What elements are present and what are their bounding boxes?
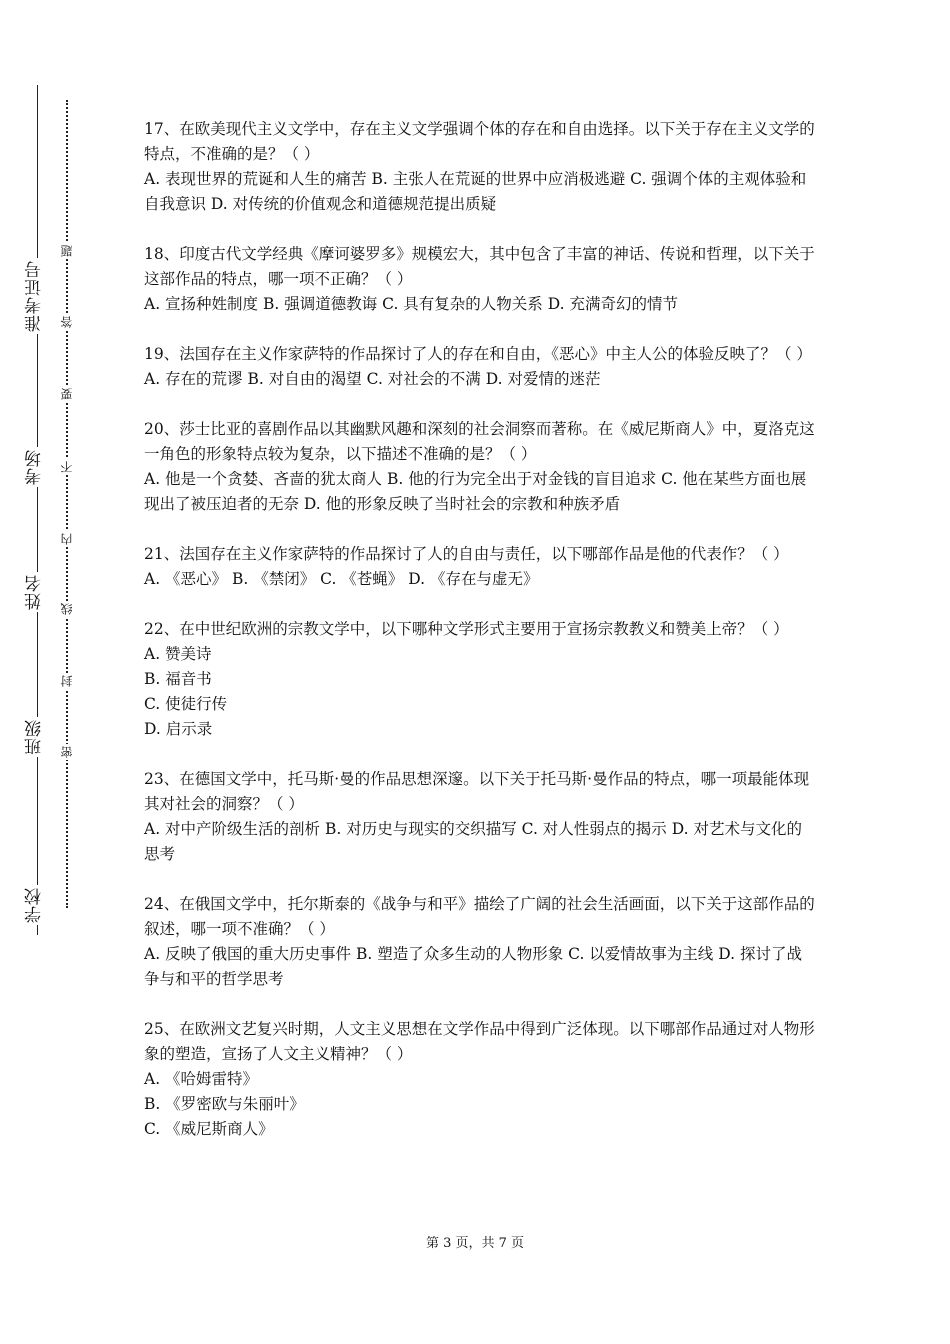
question-options: A. 表现世界的荒诞和人生的痛苦 B. 主张人在荒诞的世界中应消极逃避 C. 强调个体的主观体验和自我意识 D. 对传统的价值观念和道德规范提出质疑 [144,170,807,213]
question-24 [144,892,816,992]
seal-char: 封 [60,675,74,687]
binding-margin [0,0,110,1344]
question-stem: 22、在中世纪欧洲的宗教文学中，以下哪种文学形式主要用于宣扬宗教教义和赞美上帝？（ ） [144,620,789,638]
question-21 [144,542,816,592]
question-options: A. 他是一个贪婪、吝啬的犹太商人 B. 他的行为完全出于对金钱的盲目追求 C. 他在某些方面也展现出了被压迫者的无奈 D. 他的形象反映了当时社会的宗教和种族矛盾 [144,470,807,513]
exam-number-label: 准考证号 [22,258,52,334]
exam-room-label: 考场 [22,447,52,487]
question-23 [144,767,816,867]
binding-line [37,85,38,935]
question-22 [144,617,816,742]
question-option: C. 《威尼斯商人》 [144,1120,274,1138]
name-label: 姓名 [22,572,52,612]
seal-char: 内 [60,533,74,545]
class-label: 班级 [22,717,52,757]
question-option: A. 赞美诗 [144,645,212,663]
question-option: B. 福音书 [144,670,212,688]
question-stem: 23、在德国文学中，托马斯·曼的作品思想深邃。以下关于托马斯·曼作品的特点，哪一项最能体现其对社会的洞察？（ ） [144,770,810,813]
seal-char: 密 [60,746,74,758]
question-stem: 19、法国存在主义作家萨特的作品探讨了人的存在和自由，《恶心》中主人公的体验反映了？（ ） [144,345,812,363]
question-option: A. 《哈姆雷特》 [144,1070,259,1088]
question-stem: 20、莎士比亚的喜剧作品以其幽默风趣和深刻的社会洞察而著称。在《威尼斯商人》中，夏洛克这一角色的形象特点较为复杂，以下描述不准确的是？（ ） [144,420,815,463]
question-stem: 24、在俄国文学中，托尔斯泰的《战争与和平》描绘了广阔的社会生活画面，以下关于这部作品的叙述，哪一项不准确？（ ） [144,895,815,938]
question-list [144,117,816,1167]
question-option: B. 《罗密欧与朱丽叶》 [144,1095,305,1113]
question-stem: 18、印度古代文学经典《摩诃婆罗多》规模宏大，其中包含了丰富的神话、传说和哲理，以下关于这部作品的特点，哪一项不正确？（ ） [144,245,815,288]
question-option: C. 使徒行传 [144,695,228,713]
page-number: 第 3 页，共 7 页 [425,1236,525,1251]
seal-char: 答 [60,316,74,328]
seal-char: 不 [60,461,74,473]
question-options: A. 存在的荒谬 B. 对自由的渴望 C. 对社会的不满 D. 对爱情的迷茫 [144,370,601,388]
question-options: A. 反映了俄国的重大历史事件 B. 塑造了众多生动的人物形象 C. 以爱情故事为主线 D. 探讨了战争与和平的哲学思考 [144,945,802,988]
question-stem: 17、在欧美现代主义文学中，存在主义文学强调个体的存在和自由选择。以下关于存在主义文学的特点，不准确的是？（ ） [144,120,815,163]
question-20 [144,417,816,517]
question-options: A. 对中产阶级生活的剖析 B. 对历史与现实的交织描写 C. 对人性弱点的揭示 D. 对艺术与文化的思考 [144,820,802,863]
question-option: D. 启示录 [144,720,213,738]
question-stem: 21、法国存在主义作家萨特的作品探讨了人的自由与责任，以下哪部作品是他的代表作？（ ） [144,545,789,563]
seal-dotted-line [66,100,68,908]
question-25 [144,1017,816,1142]
seal-char: 要 [60,388,74,400]
question-17 [144,117,816,217]
school-label: 学校 [22,885,52,925]
question-options: A. 宣扬种姓制度 B. 强调道德教诲 C. 具有复杂的人物关系 D. 充满奇幻的情节 [144,295,678,313]
seal-char: 题 [60,245,74,257]
seal-char: 线 [60,603,74,615]
question-18 [144,242,816,317]
question-stem: 25、在欧洲文艺复兴时期，人文主义思想在文学作品中得到广泛体现。以下哪部作品通过对人物形象的塑造，宣扬了人文主义精神？（ ） [144,1020,815,1063]
question-options: A. 《恶心》 B. 《禁闭》 C. 《苍蝇》 D. 《存在与虚无》 [144,570,539,588]
question-19 [144,342,816,392]
